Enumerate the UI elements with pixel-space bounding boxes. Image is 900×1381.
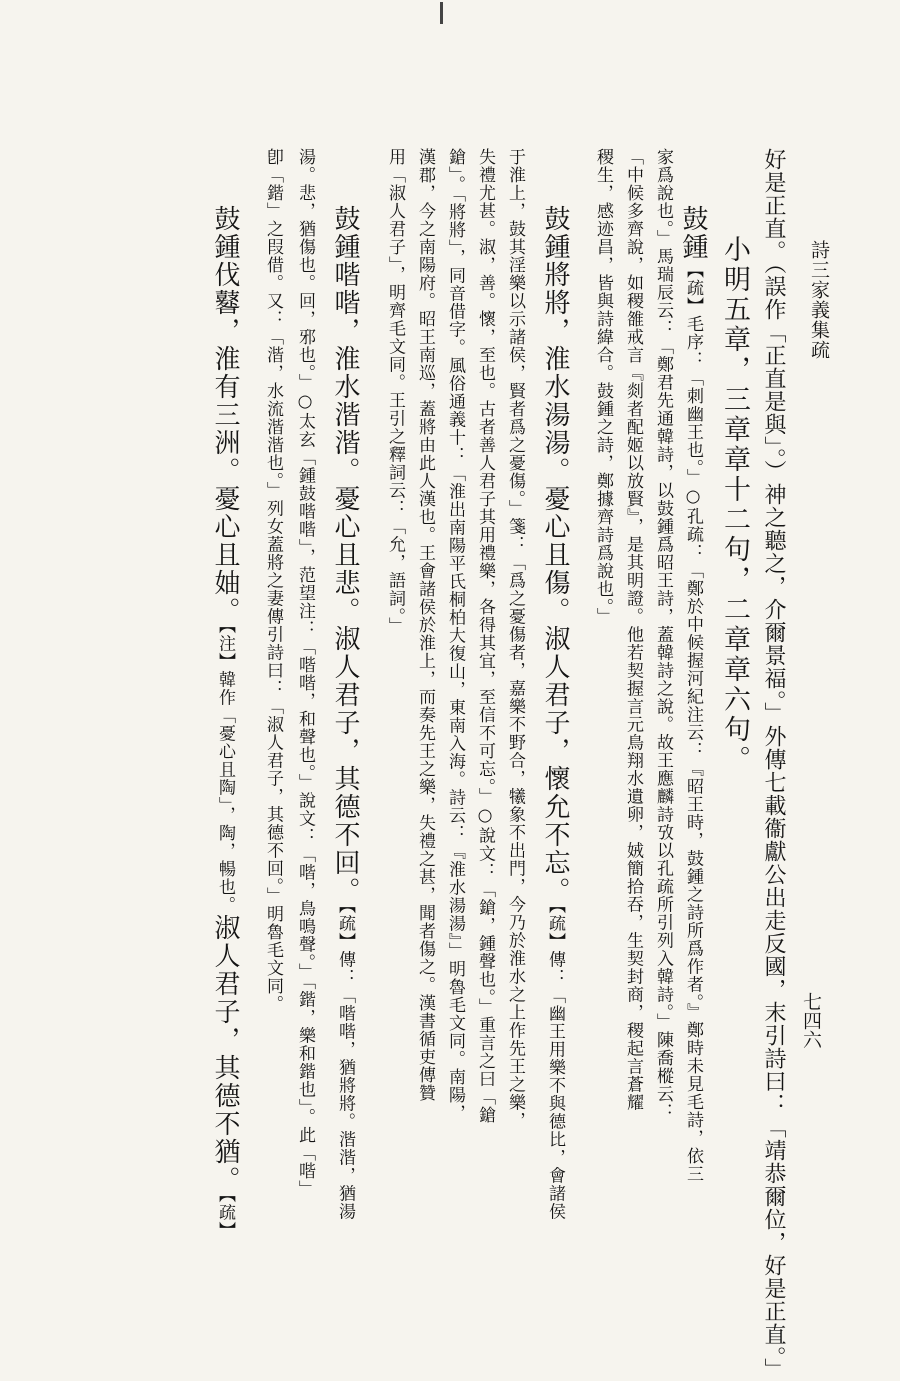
text-column-11: 漢郡，今之南陽府。昭王南巡，蓋將由此人漢也。王會諸侯於淮上，而奏先王之樂，失禮之甚，聞者傷之。漢書循吏傳贊 bbox=[415, 148, 435, 1102]
page-number: 七四六 bbox=[800, 992, 822, 1049]
text-column-6: 稷生，感迹昌，皆與詩緯合。鼓鍾之詩，鄭據齊詩爲說也。」 bbox=[593, 148, 613, 626]
poem-stanza-1: 鼓鍾將將，淮水湯湯。憂心且傷。淑人君子，懷允不忘。 bbox=[540, 205, 570, 905]
text-column-14: 湯。悲，猶傷也。回，邪也。」○太玄「鍾鼓喈喈」，范望注：「喈喈，和聲也。」說文：「喈，鳥鳴聲。」「鍇，樂和鍇也」。此「喈」 bbox=[295, 148, 315, 1198]
poem-title: 鼓鍾 bbox=[678, 205, 708, 261]
text-column-7: 鼓鍾將將，淮水湯湯。憂心且傷。淑人君子，懷允不忘。【疏】傳：「幽王用樂不與德比，會諸侯 bbox=[540, 205, 570, 1221]
text-column-12: 用「淑人君子」，明齊毛文同。王引之釋詞云：「允，語詞。」 bbox=[385, 148, 405, 635]
text-column-3: 鼓鍾【疏】毛序：「刺幽王也。」○孔疏：「鄭於中候握河紀注云：『昭王時，鼓鍾之詩所爲作者。』鄭時未見毛詩，依三 bbox=[678, 205, 708, 1183]
text-column-15: 卽「鍇」之叚借。又：「湝，水流湝湝也。」列女蓋將之妻傳引詩曰：「淑人君子，其德不回。」明魯毛文同。 bbox=[263, 148, 283, 1013]
text-column-9: 失禮尤甚。淑，善。懷，至也。古者善人君子其用禮樂，各得其宜，至信不可忘。」○說文：「鎗，鍾聲也。」重言之曰「鎗 bbox=[475, 148, 495, 1124]
text-column-5: 「中候多齊說，如稷雒戒言『剡者配姬以放賢』，是其明證。他若契握言元鳥翔水遺卵，娀簡拾吞，生契封商，稷起言蒼耀 bbox=[623, 148, 643, 1112]
poem-stanza-2: 鼓鍾喈喈，淮水湝湝。憂心且悲。淑人君子，其德不回。 bbox=[330, 205, 360, 905]
text-column-13: 鼓鍾喈喈，淮水湝湝。憂心且悲。淑人君子，其德不回。【疏】傳：「喈喈，猶將將。湝湝，猶湯 bbox=[330, 205, 360, 1221]
scan-mark bbox=[440, 2, 443, 24]
text-column-16: 鼓鍾伐鼛，淮有三洲。憂心且妯。【注】韓作「憂心且陶」，陶，暢也。淑人君子，其德不猶。【疏】 bbox=[210, 205, 240, 1240]
text-column-10: 鎗」。「將將」，同音借字。風俗通義十：「淮出南陽平氏桐柏大復山，東南入海。詩云：『淮水湯湯』」明魯毛文同。南陽， bbox=[445, 148, 465, 1122]
poem-stanza-3: 鼓鍾伐鼛，淮有三洲。憂心且妯。 bbox=[210, 205, 240, 625]
running-header-title: 詩三家義集疏 bbox=[808, 240, 830, 360]
text-column-4: 家爲說也。」馬瑞辰云：「鄭君先通韓詩，以鼓鍾爲昭王詩，蓋韓詩之說。故王應麟詩攷以孔疏所引列入韓詩。」陳喬樅云： bbox=[653, 148, 673, 1121]
text-column-8: 于淮上，鼓其淫樂以示諸侯，賢者爲之憂傷。」箋：「爲之憂傷者，嘉樂不野合，犧象不出門，今乃於淮水之上作先王之樂， bbox=[505, 148, 525, 1130]
text-column-1: 好是正直。（誤作「正直是與」。）神之聽之，介爾景福。」外傳七載衞獻公出走反國，末引詩曰：「靖恭爾位，好是正直。」 bbox=[761, 148, 786, 1381]
chapter-summary-heading: 小明五章，三章章十二句，二章章六句。 bbox=[719, 235, 750, 775]
